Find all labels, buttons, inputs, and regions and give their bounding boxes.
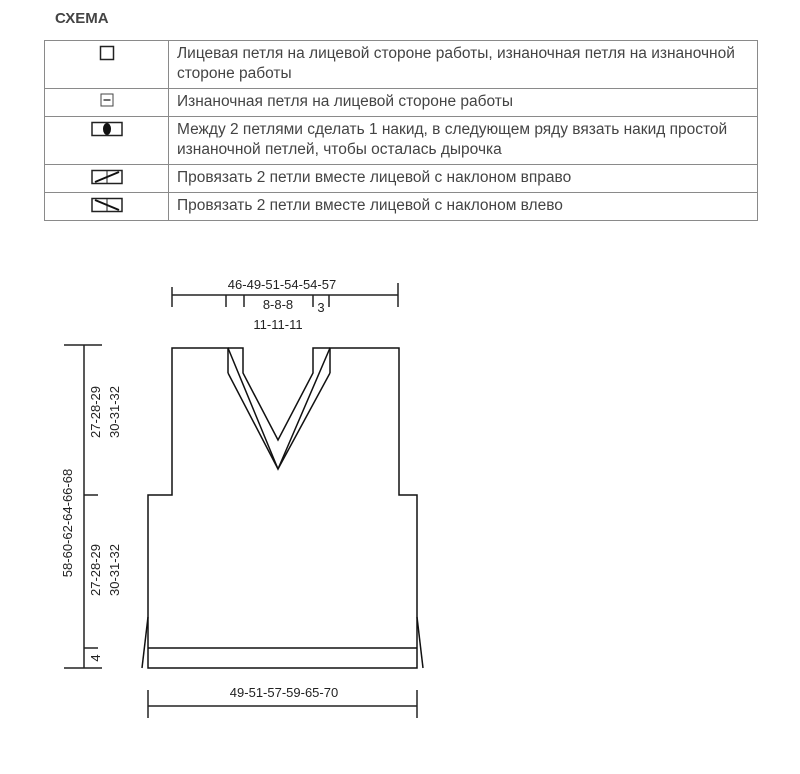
neck-band-left xyxy=(228,373,278,469)
total-height-label: 58-60-62-64-66-68 xyxy=(60,468,75,578)
legend-symbol-cell xyxy=(45,165,169,193)
neck-width-label: 8-8-8 xyxy=(262,297,294,312)
k2tog-left-icon xyxy=(91,197,123,213)
k2tog-right-icon xyxy=(91,169,123,185)
legend-text: Провязать 2 петли вместе лицевой с наклоном влево xyxy=(169,193,758,221)
lower-height-label-2: 30-31-32 xyxy=(107,543,122,597)
side-slit-left xyxy=(142,617,148,668)
bottom-width-label: 49-51-57-59-65-70 xyxy=(229,685,339,700)
rib-height-label: 4 xyxy=(88,654,103,662)
neck-band-right xyxy=(278,373,330,469)
legend-row xyxy=(45,165,758,193)
side-slit-right xyxy=(417,617,423,668)
legend-text: Изнаночная петля на лицевой стороне работы xyxy=(169,89,758,117)
page-title: СХЕМА xyxy=(55,10,109,27)
upper-height-label-2: 30-31-32 xyxy=(107,385,122,439)
legend-text: Провязать 2 петли вместе лицевой с наклоном вправо xyxy=(169,165,758,193)
shoulder-border-label: 3 xyxy=(317,300,325,315)
lower-height-label: 27-28-29 xyxy=(88,543,103,597)
neck-opening xyxy=(228,348,330,440)
vest-outline xyxy=(142,348,423,668)
upper-height-label: 27-28-29 xyxy=(88,385,103,439)
knit-stitch-icon xyxy=(99,45,115,61)
legend-table xyxy=(44,40,758,221)
legend-symbol-cell xyxy=(45,41,169,89)
yarn-over-icon xyxy=(91,121,123,137)
legend-symbol-cell xyxy=(45,117,169,165)
purl-stitch-icon xyxy=(100,93,114,107)
legend-row xyxy=(45,193,758,221)
vest-body-outline xyxy=(148,348,417,668)
legend-text: Лицевая петля на лицевой стороне работы, изнаночная петля на изнаночной стороне работы xyxy=(169,41,758,89)
vest-schematic xyxy=(0,262,800,774)
neck-total-label: 11-11-11 xyxy=(253,317,303,332)
legend-symbol-cell xyxy=(45,89,169,117)
legend-symbol-cell xyxy=(45,193,169,221)
legend-row xyxy=(45,89,758,117)
top-width-label: 46-49-51-54-54-57 xyxy=(227,277,337,292)
legend-row xyxy=(45,117,758,165)
legend-text: Между 2 петлями сделать 1 накид, в следующем ряду вязать накид простой изнаночной петлей, чтобы осталась дырочка xyxy=(169,117,758,165)
legend-row xyxy=(45,41,758,89)
